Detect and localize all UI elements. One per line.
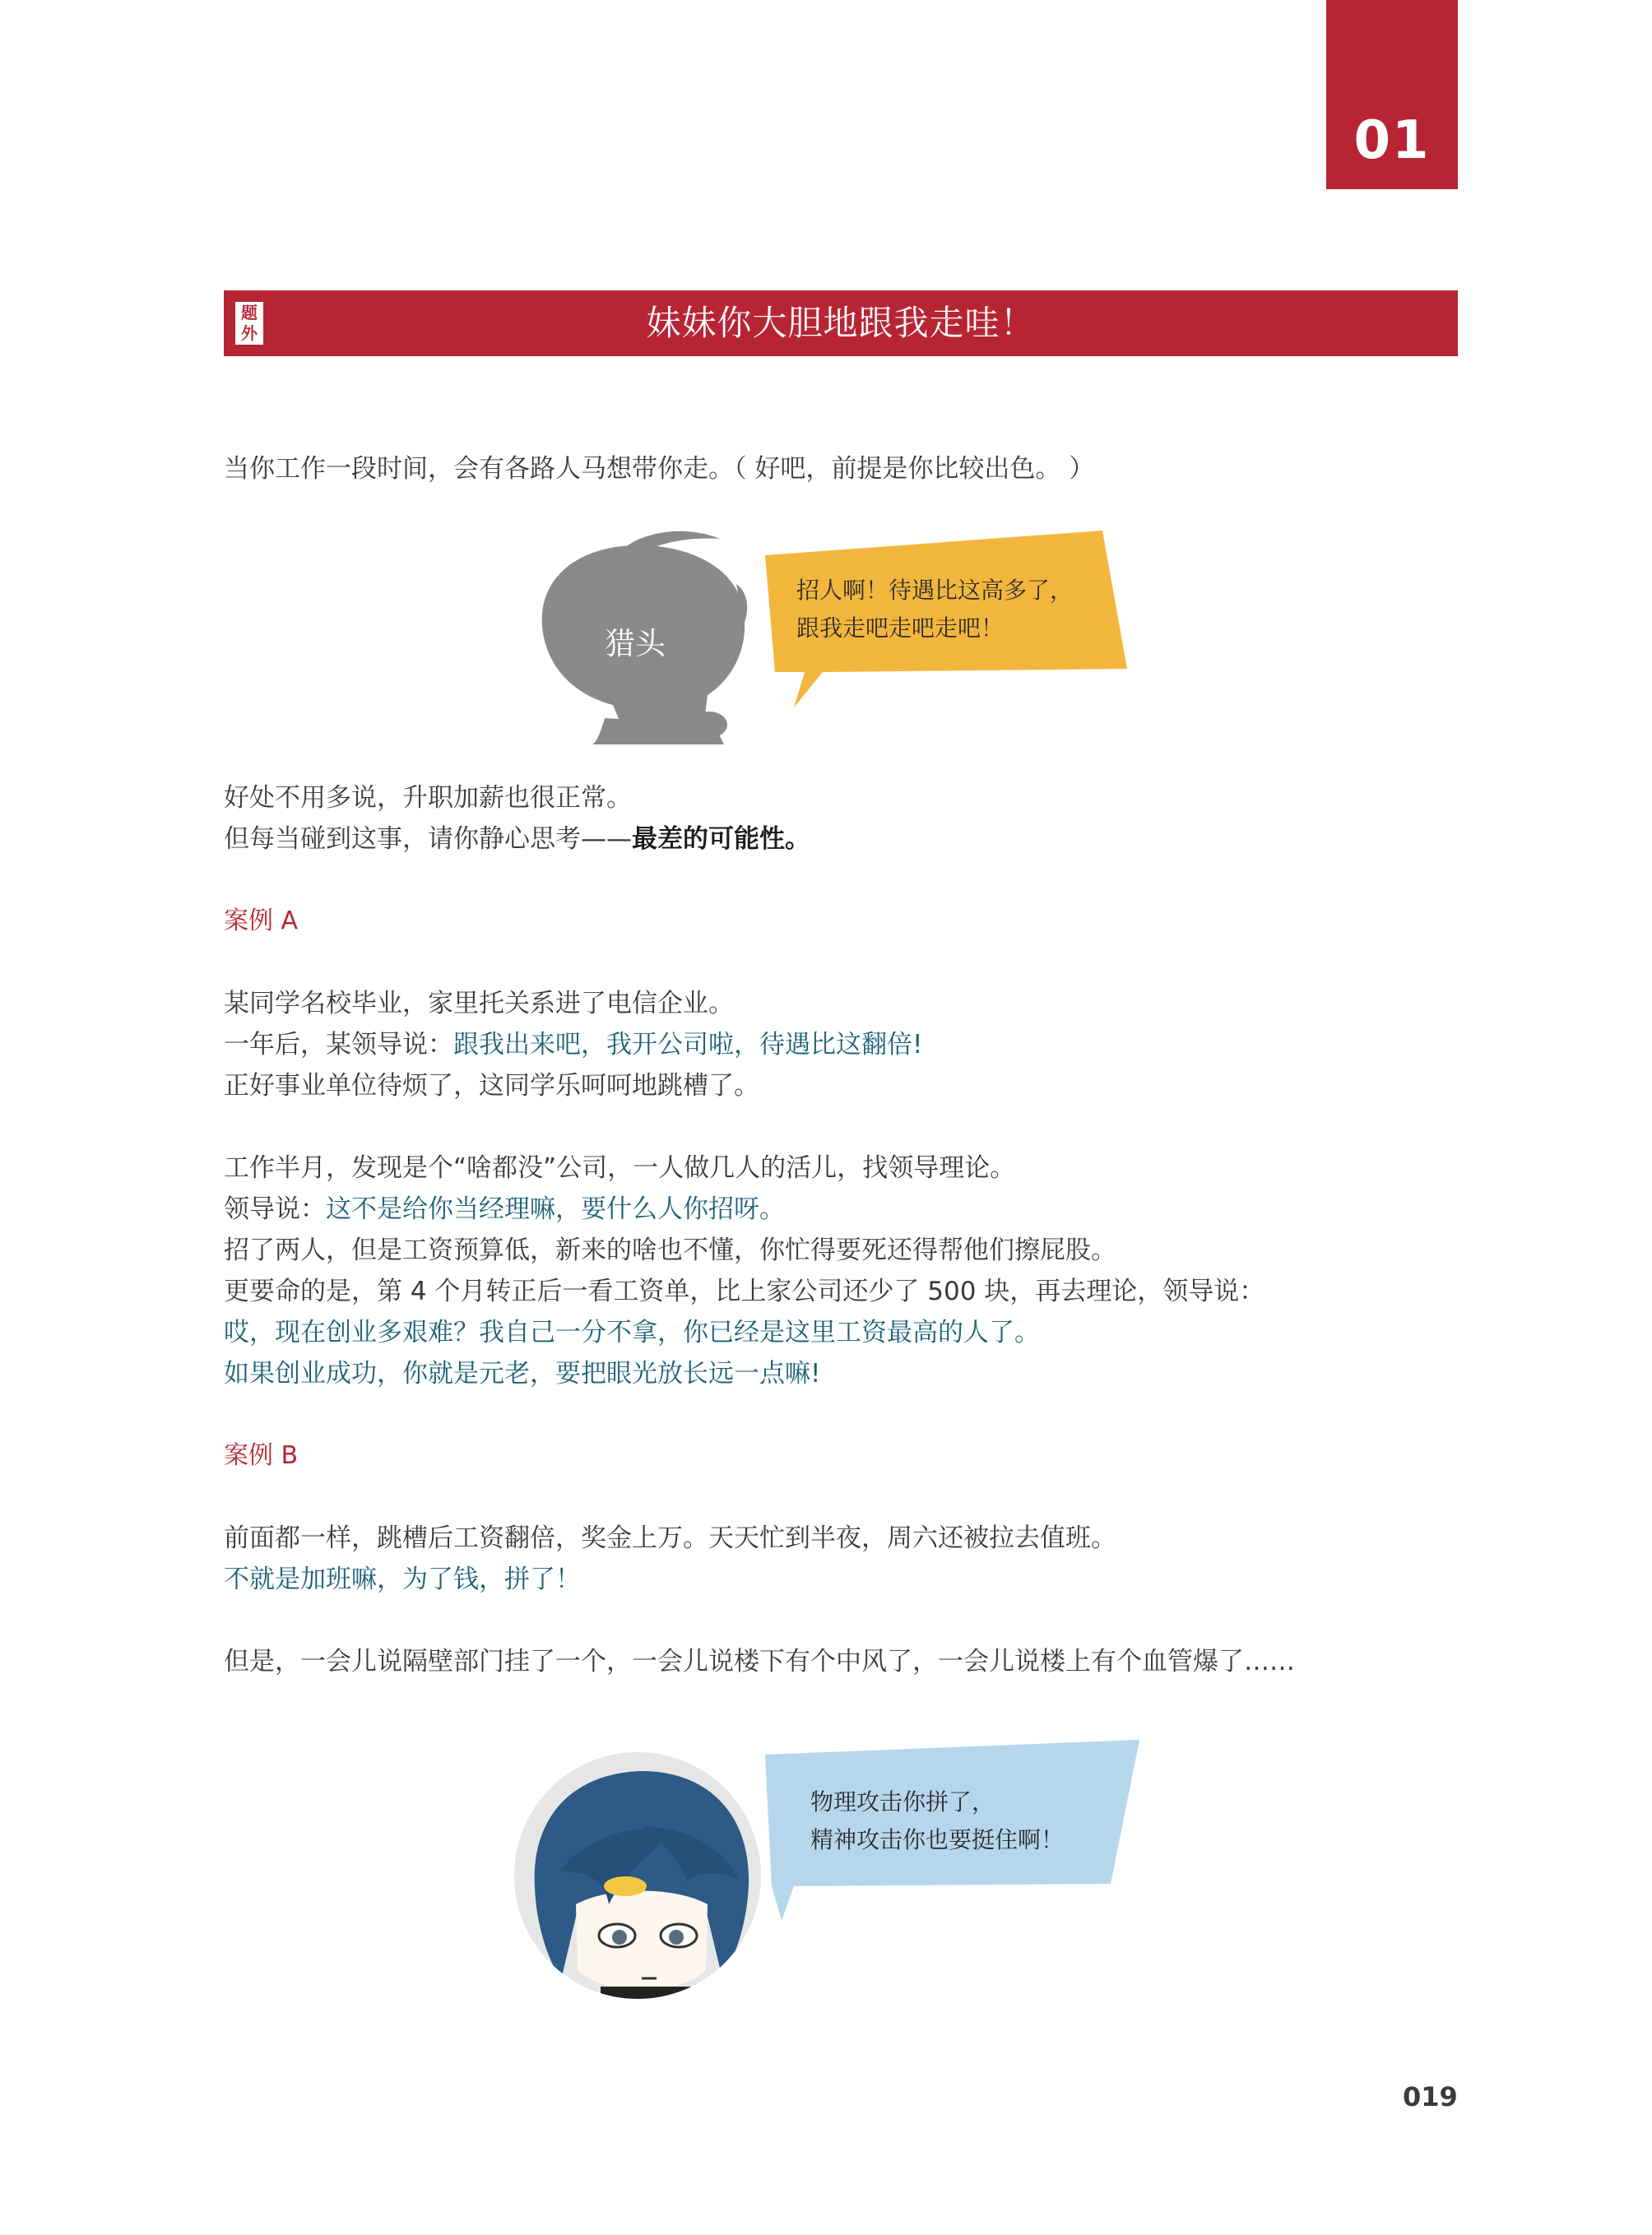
case-a-label: 案例 A: [224, 907, 299, 935]
section-tag-line1: 题: [241, 303, 258, 322]
case-a-p2-line2-prefix: 领导说：: [224, 1194, 326, 1224]
case-a-p2-line2: [224, 1189, 785, 1230]
chapter-number-tab: [1326, 0, 1458, 189]
section-title-bar: [224, 290, 1458, 356]
page-number: 019: [1403, 2081, 1458, 2112]
case-b-p1-line2: 不就是加班嘛，为了钱，拼了！: [224, 1565, 581, 1594]
case-a-p1-line2-quote: 跟我出来吧，我开公司啦，待遇比这翻倍!: [453, 1030, 923, 1060]
case-a-p1-line3: 正好事业单位待烦了，这同学乐呵呵地跳槽了。: [224, 1071, 759, 1101]
case-a-p2-line5: 哎，现在创业多艰难？我自己一分不拿，你已经是这里工资最高的人了。: [224, 1318, 1040, 1347]
headhunter-bubble-line2: 跟我走吧走吧走吧！: [796, 614, 1005, 642]
case-b-p1-line1: 前面都一样，跳槽后工资翻倍，奖金上万。天天忙到半夜，周六还被拉去值班。: [224, 1523, 1116, 1553]
headhunter-label: 猎头: [605, 626, 666, 661]
section-title: 妹妹你大胆地跟我走哇！: [646, 303, 1036, 343]
intro-paragraph: 当你工作一段时间，会有各路人马想带你走。（ 好吧，前提是你比较出色。 ）: [224, 454, 1095, 484]
case-b-p2-line1: 但是，一会儿说隔壁部门挂了一个，一会儿说楼下有个中风了，一会儿说楼上有个血管爆了……: [224, 1647, 1295, 1676]
case-a-p1-line1: 某同学名校毕业，家里托关系进了电信企业。: [224, 989, 734, 1018]
case-a-p2-line3: 招了两人，但是工资预算低，新来的啥也不懂，你忙得要死还得帮他们擦屁股。: [224, 1236, 1116, 1265]
case-a-p2-line2-quote: 这不是给你当经理嘛，要什么人你招呀。: [326, 1194, 785, 1224]
character-bubble-line2: 精神攻击你也要挺住啊！: [810, 1826, 1065, 1853]
chapter-number: 01: [1353, 110, 1431, 171]
character-avatar-icon: [514, 1752, 761, 2011]
summary-line2-bold: 最差的可能性。: [632, 824, 810, 854]
summary-line1: 好处不用多说，升职加薪也很正常。: [224, 783, 632, 813]
headhunter-bubble-line1: 招人啊！待遇比这高多了，: [796, 577, 1074, 604]
summary-line2: [224, 818, 810, 860]
case-b-label: 案例 B: [224, 1441, 299, 1470]
case-a-p1-line2-prefix: 一年后，某领导说：: [224, 1030, 453, 1060]
character-illustration: [510, 1740, 1152, 2011]
character-bubble-line1: 物理攻击你拼了，: [810, 1788, 995, 1815]
case-a-p2-line4: 更要命的是，第 4 个月转正后一看工资单，比上家公司还少了 500 块，再去理论，领导说：: [224, 1277, 1265, 1306]
case-a-p2-line6: 如果创业成功，你就是元老，要把眼光放长远一点嘛!: [224, 1359, 821, 1389]
case-a-p2-line1: 工作半月，发现是个“啥都没”公司，一人做几人的活儿，找领导理论。: [224, 1153, 1016, 1183]
section-tag-line2: 外: [241, 323, 258, 343]
case-a-p1-line2: [224, 1024, 922, 1065]
summary-line2-prefix: 但每当碰到这事，请你静心思考——: [224, 824, 632, 854]
